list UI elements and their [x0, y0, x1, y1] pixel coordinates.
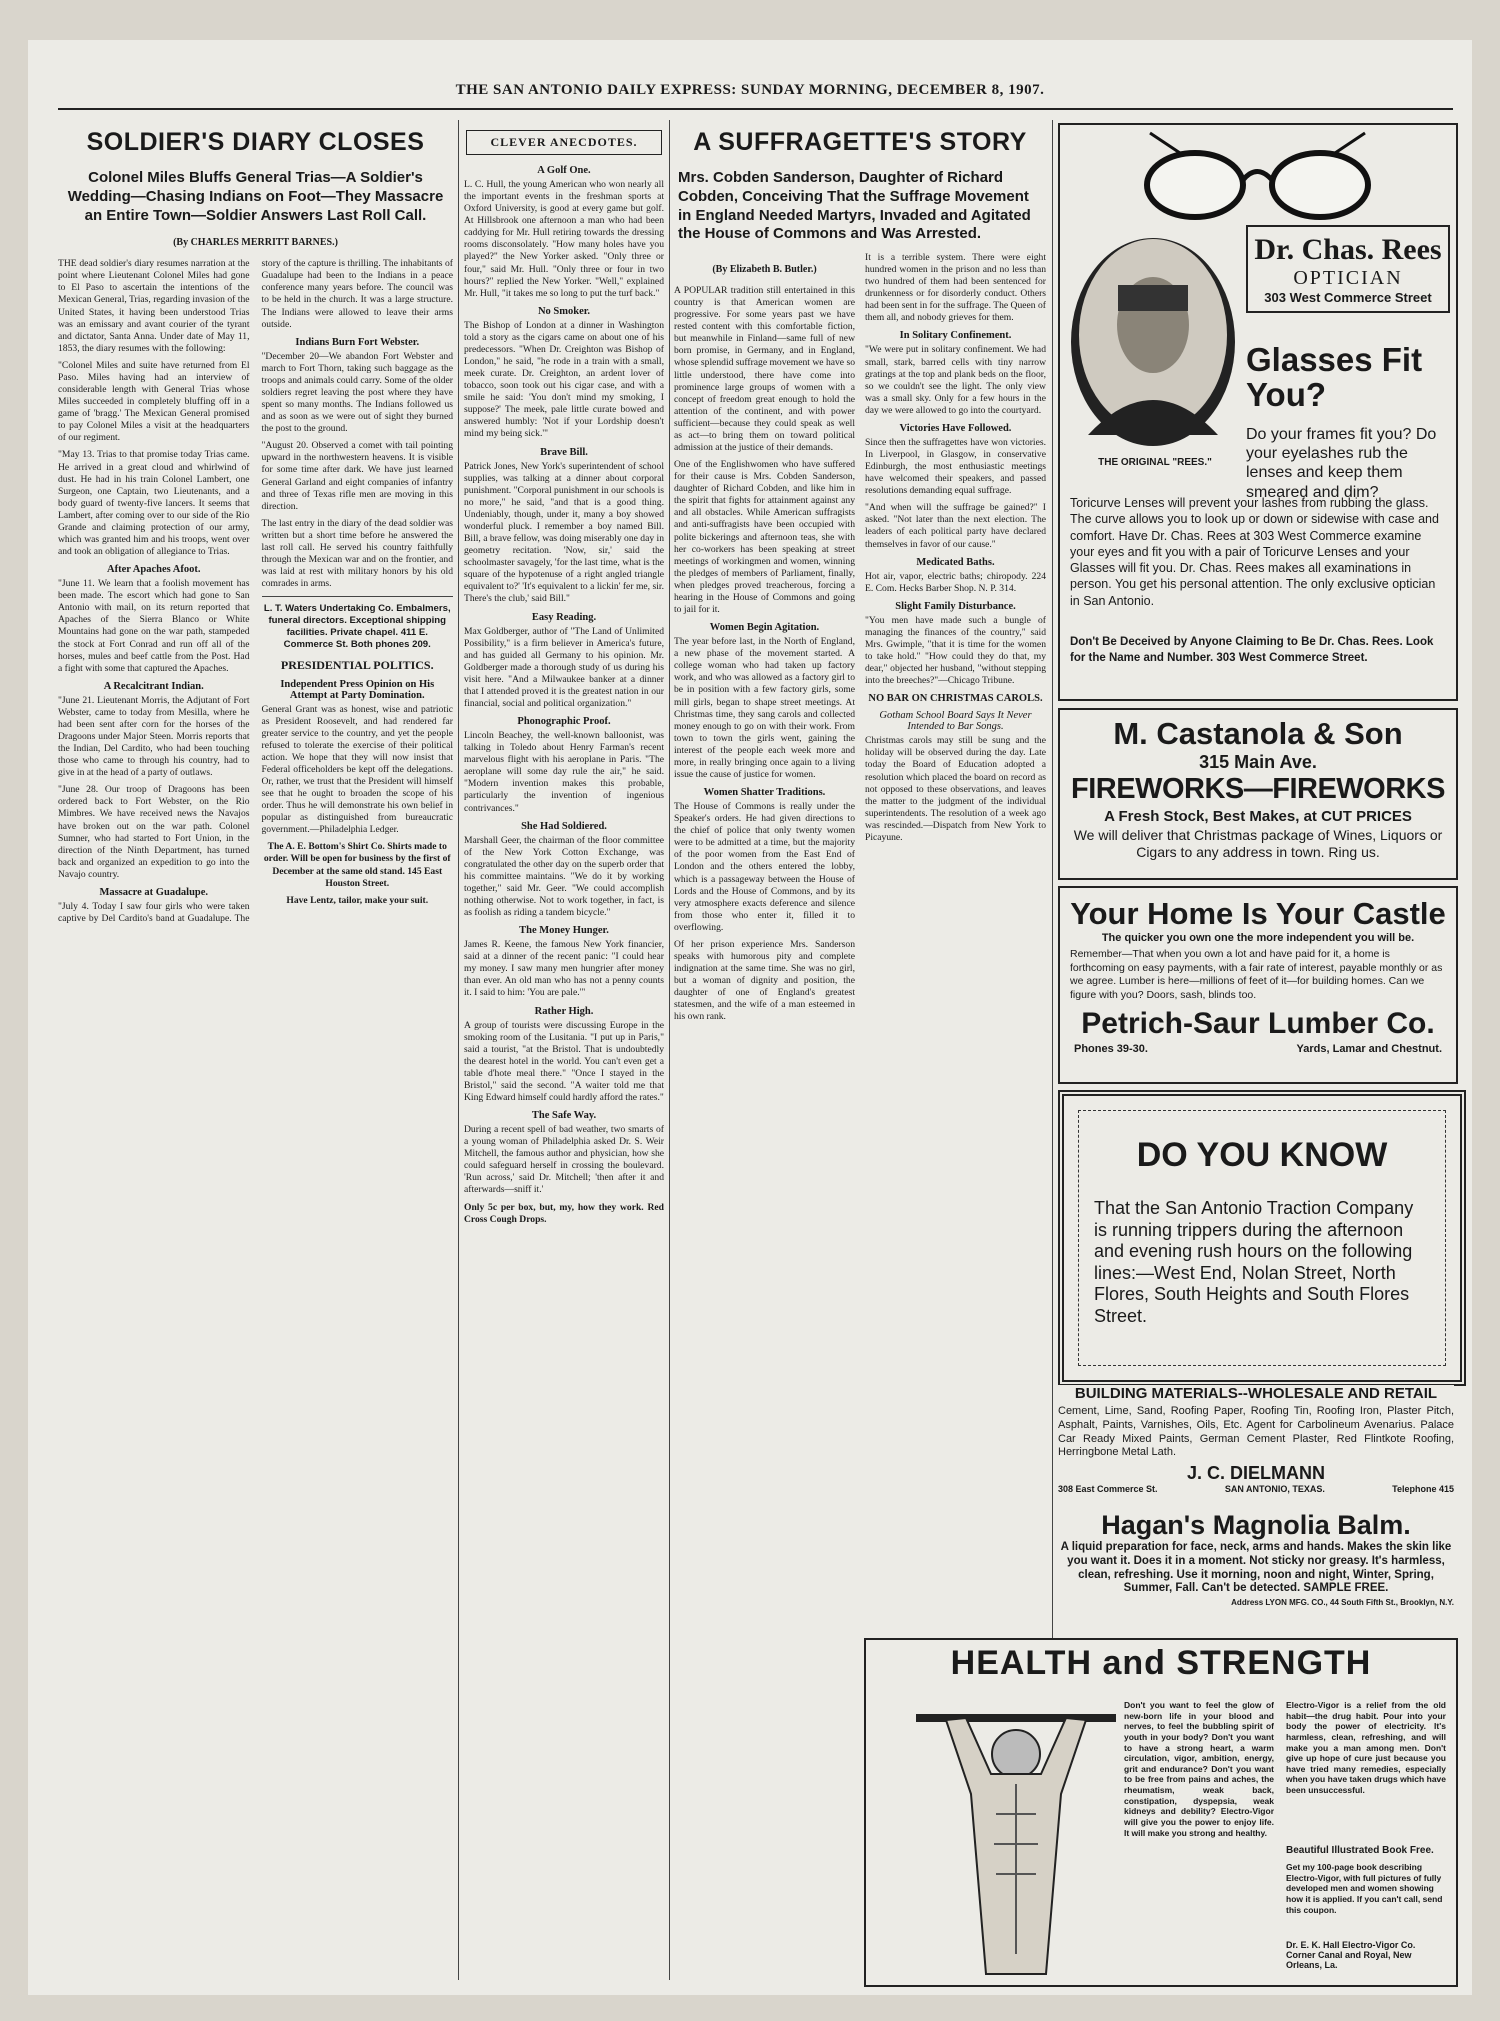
- anecdote-text: A group of tourists were discussing Europe in the smoking room of the Lusitania. "I put up in Paris," said a tourist, "at the Bristol. That is undoubtedly the dearest hotel in the world. You can't even get a table d'hote meal there." "Once I stayed in the Bristol," said the second. "A waiter told me that King Edward himself could hardly afford the rates.": [464, 1019, 664, 1103]
- shirt-ad: The A. E. Bottom's Shirt Co. Shirts made to order. Will be open for business by the first of December at the same old stand. 145 East Houston Street.: [263, 841, 451, 889]
- suffrage-headline: A SUFFRAGETTE'S STORY: [693, 128, 1027, 156]
- soldier-body: [58, 258, 453, 925]
- petrich-tagline: The quicker you own one the more independent you will be.: [1101, 932, 1415, 944]
- eyeglasses-icon: [1060, 125, 1456, 235]
- dielmann-body: Cement, Lime, Sand, Roofing Paper, Roofing Tin, Roofing Iron, Plaster Pitch, Asphalt, Paints, Varnishes, Oils, Etc. Agent for Carbolineum Avenarius. Palace Car Ready Mixed Paints, German Cement Plaster, Red Flintkote Roofing, Herringbone Metal Lath.: [1058, 1405, 1454, 1459]
- subhead: NO BAR ON CHRISTMAS CAROLS.: [868, 693, 1043, 705]
- politics-text: General Grant was as honest, wise and patriotic as President Roosevelt, and had rendered far greater service to the country, and yet the people refused to tolerate the exercise of their political action. We hope that they will now insist that Federal officeholders be kept off the delegations. Or, rather, we trust that the President will himself see that he ought to broaden the scope of his order. Thus he will demonstrate his own belief in popular as distinguished from bureaucratic government.—Philadelphia Ledger.: [261, 703, 453, 836]
- dielmann-ad: [1058, 1385, 1454, 1503]
- anecdote-text: Lincoln Beachey, the well-known balloonist, was talking in Toledo about Henry Farman's recent marvelous flight with his aeroplane in Paris. "The aeroplane will some day rule the air," he said. "Modern invention makes this probable, particularly the invention of ingenious contrivances.": [464, 730, 664, 814]
- tailor-ad: Have Lentz, tailor, make your suit.: [286, 894, 429, 906]
- paragraph: The House of Commons is really under the Speaker's orders. He had given directions to the chief of police that only twenty women were to be admitted at a time, but the majority of the poor women from the East End of London and the others entered the lobby, which is a passageway between the House of Lords and the House of Commons, and by its very atmosphere exacts deference and silence from those who enter it, filled it to overflowing.: [674, 801, 855, 933]
- column-rule: [669, 120, 670, 1980]
- hagan-address: Address LYON MFG. CO., 44 South Fifth St., Brooklyn, N.Y.: [1231, 1598, 1454, 1608]
- health-book-text: Get my 100-page book describing Electro-Vigor, with full pictures of fully developed men and women showing how it is applied. If you can't call, send this coupon.: [1286, 1862, 1443, 1915]
- soldier-article: [58, 120, 453, 1980]
- rees-warning: Don't Be Deceived by Anyone Claiming to Be Dr. Chas. Rees. Look for the Name and Number. 303 West Commerce Street.: [1070, 636, 1434, 664]
- paragraph: Of her prison experience Mrs. Sanderson speaks with humorous pity and complete indignation at the same time. She was no girl, but a woman of dignity and position, the daughter of one of England's greatest statesmen, and the wife of a man esteemed in his own rank.: [674, 938, 855, 1023]
- portrait-image: [1068, 235, 1238, 450]
- dielmann-phone: Telephone 415: [1392, 1484, 1454, 1494]
- petrich-yards: Yards, Lamar and Chestnut.: [1296, 1042, 1442, 1055]
- traction-ad: [1058, 1090, 1466, 1386]
- rees-headline: Glasses Fit You?: [1246, 341, 1423, 413]
- strongman-illustration: [916, 1694, 1116, 1984]
- dielmann-address: 308 East Commerce St.: [1058, 1484, 1158, 1494]
- paragraph: Hot air, vapor, electric baths; chiropody. 224 E. Com. Hecks Barber Shop. N. P. 314.: [865, 570, 1046, 594]
- paragraph: "And when will the suffrage be gained?" I asked. "Not later than the next election. The leaders of each political party have declared themselves in favor of our cause.": [865, 502, 1046, 550]
- paragraph: It is a terrible system. There were eight hundred women in the prison and no less than two hundred of them had been sentenced for drunkenness or for disorderly conduct. Others had been sent in for the suffrage. The Queen of them all, and nobody grieves for them.: [865, 252, 1046, 324]
- paragraph: "You men have made such a bungle of managing the finances of the country," said Mrs. Gwimple, "that it is time for the women to take hold." "How could they do that, my dear," objected her husband, "without stepping into the breeches?"—Chicago Tribune.: [865, 614, 1046, 687]
- masthead-rule: [58, 108, 1453, 110]
- anecdote-title: The Money Hunger.: [519, 925, 609, 937]
- rees-title: OPTICIAN: [1293, 267, 1403, 289]
- suffrage-deck: Mrs. Cobden Sanderson, Daughter of Richard Cobden, Conceiving That the Suffrage Movement in England Needed Martyrs, Invaded and Agitated the House of Commons and Was Arrested.: [678, 169, 1031, 243]
- paragraph: "June 21. Lieutenant Morris, the Adjutant of Fort Webster, came to today from Mesilla, where he had been sent after corn for the horses of the Dragoons under Major Steen. Morris reports that the Indian, Del Cardito, who had been touching those who came to through his country, had to give in at the head of a party of outlaws.: [58, 694, 250, 779]
- health-headline: HEALTH and STRENGTH: [950, 1644, 1372, 1682]
- subhead: After Apaches Afoot.: [107, 564, 201, 576]
- health-left-text: Don't you want to feel the glow of new-born life in your blood and nerves, to feel the bubbling spirit of youth in your body? Don't you want to have a strong heart, a warm circulation, vigor, ambition, energy, grit and endurance? Don't you want to be free from pains and aches, the rheumatism, weak back, constipation, dyspepsia, weak kidneys and debility? Electro-Vigor will give you the power to enjoy life. It will make you strong and healthy.: [1124, 1700, 1274, 1838]
- petrich-phones: Phones 39-30.: [1074, 1042, 1148, 1055]
- undertaking-ad: L. T. Waters Undertaking Co. Embalmers, funeral directors. Exceptional shipping facilities. Private chapel. 411 E. Commerce St. Both phones 209.: [263, 603, 451, 651]
- health-right-text: Electro-Vigor is a relief from the old habit—the drug habit. Pour into your body the power of electricity. It's harmless, clean, refreshing, and will make you a man among men. Don't give up hope of cure just because you have tried many remedies, especially when you have taken drugs which have been unsuccessful.: [1286, 1700, 1446, 1795]
- dielmann-headline: BUILDING MATERIALS--WHOLESALE AND RETAIL: [1074, 1385, 1438, 1402]
- castanola-fireworks-ad: [1058, 708, 1458, 880]
- suffrage-byline: (By Elizabeth B. Butler.): [712, 264, 817, 275]
- politics-deck: Independent Press Opinion on His Attempt at Party Domination.: [280, 678, 435, 701]
- subhead: Gotham School Board Says It Never Intended to Bar Songs.: [879, 710, 1032, 733]
- traction-body: That the San Antonio Traction Company is running trippers during the afternoon and evening rush hours on the following lines:—West End, Nolan Street, North Flores, South Heights and South Flores Street.: [1094, 1198, 1414, 1326]
- petrich-body: Remember—That when you own a lot and have paid for it, a home is forthcoming on easy payments, with a fair rate of interest, payable monthly or as we agree. Lumber is here—millions of feet of it—for building homes. Can we figure with you? Doors, sash, blinds too.: [1070, 948, 1443, 1001]
- cough-drops-ad: Only 5c per box, but, my, how they work. Red Cross Cough Drops.: [464, 1201, 664, 1225]
- castanola-body: We will deliver that Christmas package of Wines, Liquors or Cigars to any address in town. Ring us.: [1073, 827, 1443, 860]
- electro-vigor-ad: [864, 1638, 1458, 1987]
- paragraph: "June 11. We learn that a foolish movement has been made. The escort which had gone to San Antonio with mail, on its return reported that Apaches of the Sierra Blanco or White Mountains had gone on the war path, stampeded the stock at Fort Conrad and run off all of the horses, mules and beef cattle from the Post. Had a fight with some that captured the Apaches.: [58, 578, 250, 674]
- paragraph: "We were put in solitary confinement. We had small, stark, barred cells with tiny narrow gratings at the top and plank beds on the floor, so we couldn't see the light. The only view was a small sky. Only for a few hours in the day we were allowed to go into the courtyard.: [865, 344, 1046, 416]
- suffrage-right-col: [865, 252, 1046, 1028]
- anecdote-text: L. C. Hull, the young American who won nearly all the important events in the freshman sports at Oxford University, is good at every game but golf. At Hillsbrook one afternoon a man who had been caddying for Mr. Hull retiring towards the dressing rooms disconsolately. "How many holes have you played?" the New Yorker asked. "Only three or four," said Mr. Hull. "Only three or four in two hours?" replied the New Yorker. "Well," explained Mr. Hull, "it takes me so long to put the turf back.": [464, 179, 664, 299]
- anecdote-title: Brave Bill.: [540, 446, 588, 458]
- rees-name: Dr. Chas. Rees: [1254, 233, 1442, 266]
- soldier-deck: Colonel Miles Bluffs General Trias—A Soldier's Wedding—Chasing Indians on Foot—They Massacre an Entire Town—Soldier Answers Last Roll Call.: [67, 169, 444, 224]
- rees-address: 303 West Commerce Street: [1264, 290, 1432, 305]
- soldier-byline: (By CHARLES MERRITT BARNES.): [173, 237, 338, 249]
- subhead: Medicated Baths.: [916, 556, 995, 568]
- anecdote-title: No Smoker.: [537, 305, 591, 317]
- traction-headline: DO YOU KNOW: [1136, 1136, 1388, 1174]
- column-rule: [458, 120, 459, 1980]
- anecdote-title: Rather High.: [534, 1005, 594, 1017]
- anecdote-text: During a recent spell of bad weather, two smarts of a young woman of Philadelphia asked Dr. S. Weir Mitchell, the famous author and physician, how she could safeguard herself in crossing the boulevard. 'Run across,' said Dr. Mitchell; 'then after it and afterwards—sniff it.': [464, 1124, 664, 1196]
- clever-box-title: CLEVER ANECDOTES.: [466, 130, 662, 155]
- paragraph: A POPULAR tradition still entertained in this country is that American women are progressive. For some years past we have rested content with this comfortable fiction, but meanwhile in Finland—same full of new born promise, in Germany, and in England, whose splendid suffrage movement we have so little understood, there have come into prominence large groups of women with a concept of freedom great enough to hold the attention of the continent, and with power sufficient—because they could speak as well as act—to bring them on toward political admission at the justice of their demands.: [674, 285, 855, 454]
- dielmann-city: SAN ANTONIO, TEXAS.: [1224, 1484, 1325, 1494]
- subhead: Women Shatter Traditions.: [703, 787, 826, 799]
- subhead: In Solitary Confinement.: [899, 330, 1012, 342]
- paragraph: The year before last, in the North of England, a new phase of the movement started. A college woman who had taken up factory work, and who was allowed as a factory girl to be in position with a few factory girls, some mill girls, began to shape street meetings. At Christmas time, they sang carols and collected money enough to go on with their work. From town to town the girls went, gaining the interest of the people each week more and more, in really bringing once again to a living issue the cause of justice for women.: [674, 636, 855, 780]
- subhead: Massacre at Guadalupe.: [99, 886, 209, 898]
- anecdote-text: Marshall Geer, the chairman of the floor committee of the New York Cotton Exchange, was congratulated the other day on the superb order that his committee maintains. "We do it by working together," said Mr. Geer. "We could accomplish nothing otherwise. Not to work together, in fact, is as foolish as riding a tandem bicycle.": [464, 834, 664, 919]
- castanola-headline: FIREWORKS—FIREWORKS: [1071, 773, 1445, 805]
- anecdote-text: Max Goldberger, author of "The Land of Unlimited Possibility," is a firm believer in America's future, and has guided all Germany to his opinion. Mr. Goldberger made a thorough study of us during his visit here. "And a Milwaukee banker at a dinner that I attended proved it is the greatest nation in our financial, social and political organization.": [464, 625, 664, 709]
- anecdote-text: The Bishop of London at a dinner in Washington told a story as the cigars came on about one of his predecessors. "When Dr. Creighton was Bishop of London," he said, "he rode in a train with a small, meek curate. Dr. Creighton, an ardent lover of tobacco, soon took out his cigar case, and with a smile he said: 'You don't mind my smoking, I suppose?' The meek, pale little curate bowed and answered humbly: 'Not if your Lordship doesn't mind my being sick.'": [464, 319, 664, 440]
- anecdote-title: She Had Soldiered.: [521, 820, 607, 832]
- anecdote-title: Easy Reading.: [531, 611, 597, 623]
- paragraph: The last entry in the diary of the dead soldier was written but a short time before he answered the last roll call. He served his country faithfully through the Mexican war and on the frontier, and was laid at rest with military honors by his old comrades in arms.: [261, 517, 453, 590]
- anecdote-text: Patrick Jones, New York's superintendent of school supplies, was talking at a dinner about corporal punishment. "Corporal punishment in our schools is no more," he said, "and that is a good thing. Undeniably, though, under it, many a boy showed wonderful pluck. I remember a boy named Bill. Bill, a brave fellow, was doing miserably one day in geometry recitation. 'Now, sir,' said the schoolmaster savagely, 'for the last time, what is the square of the hypotenuse of a right angled triangle equivalent to?' 'It's equivalent to a lickin' fer me, sir. There's the club,' said Bill.": [464, 460, 664, 605]
- paragraph: "December 20—We abandon Fort Webster and march to Fort Thorn, taking such baggage as the troops and animals could carry. Some of the older soldiers regret leaving the post where they have spent so many months. The Indians followed us and as soon as we were out of sight they burned the post to the ground.: [261, 350, 453, 435]
- castanola-address: 315 Main Ave.: [1199, 752, 1317, 772]
- hagan-body: A liquid preparation for face, neck, arms and hands. Makes the skin like you want it. Does it in a moment. Not sticky nor greasy. It's harmless, clean, refreshing. Use it morning, noon and night, Winter, Spring, Summer, Fall. Can't be detected. SAMPLE FREE.: [1060, 1541, 1452, 1595]
- subhead: Women Begin Agitation.: [709, 622, 820, 634]
- castanola-stock: A Fresh Stock, Best Makes, at CUT PRICES: [1104, 808, 1412, 825]
- subhead: Indians Burn Fort Webster.: [295, 336, 420, 348]
- paragraph: "August 20. Observed a comet with tail pointing upward in the northwestern heavens. It is visible for some time after dark. We have just learned General Garland and eight companies of infantry and three of Texas rifle men are moving in this direction.: [261, 440, 453, 512]
- politics-headline: PRESIDENTIAL POLITICS.: [280, 657, 434, 672]
- paragraph: "July 4. Today I saw four girls who were taken captive by Del Cardito's band at Guadalupe. The story of the capture is thrilling. The inhabitants of Guadalupe had been to the Indians in a peace conference many years before. The council was to be held in the church. It was a large structure. The Indians were allowed to leave their arms outside.: [58, 258, 453, 924]
- petrich-headline: Your Home Is Your Castle: [1070, 896, 1446, 931]
- paragraph: "June 28. Our troop of Dragoons has been ordered back to Fort Webster, on the Rio Mimbres. We have received news the Navajos have broken out on the war path. Colonel Sumner, who had started to Fort Union, in the direction of the Ninth Department, has turned back and organized an expedition to go into the Navajo country.: [58, 784, 250, 880]
- rees-optician-ad: [1058, 123, 1458, 701]
- paragraph: Since then the suffragettes have won victories. In Liverpool, in Glasgow, in conservative Edinburgh, the most enthusiastic meetings have welcomed their speakers, and passed resolutions demanding equal suffrage.: [865, 436, 1046, 497]
- suffrage-left-col: [674, 252, 855, 1028]
- newspaper-page: [28, 40, 1472, 1995]
- masthead: THE SAN ANTONIO DAILY EXPRESS: SUNDAY MORNING, DECEMBER 8, 1907.: [455, 82, 1045, 98]
- subhead: A Recalcitrant Indian.: [103, 680, 204, 692]
- rees-caption: THE ORIGINAL "REES.": [1098, 457, 1212, 468]
- castanola-name: M. Castanola & Son: [1113, 716, 1403, 751]
- dielmann-name: J. C. DIELMANN: [1186, 1463, 1325, 1483]
- clever-anecdotes: [464, 120, 664, 1980]
- paragraph: One of the Englishwomen who have suffered for their cause is Mrs. Cobden Sanderson, daughter of Richard Cobden, and like him in the spirit that fights for attainment against any and all obstacles. While American suffragists and anti-suffragists have been occupied with polite bickerings and afternoon teas, she with her co-workers has been speaking at street meetings of workingmen and women, winning the pledges of members of Parliament, finally, when pledges proved treacherous, forcing a hearing in the House of Commons and going to jail for it.: [674, 459, 855, 616]
- petrich-lumber-ad: [1058, 886, 1458, 1084]
- subhead: Slight Family Disturbance.: [895, 600, 1016, 612]
- health-book-title: Beautiful Illustrated Book Free.: [1286, 1845, 1434, 1856]
- petrich-name: Petrich-Saur Lumber Co.: [1081, 1006, 1435, 1040]
- hagan-headline: Hagan's Magnolia Balm.: [1101, 1510, 1411, 1540]
- paragraph: "May 13. Trias to that promise today Trias came. He arrived in a great cloud and whirlwind of dust. He had in his train Colonel Lambert, one Surgeon, one Captain, two Lieutenants, and a body guard of twenty-five lancers. It seems that Lambert, after coming over to our side of the Rio Grande and claiming protection of our army, which was granted him and his troops, went over and took an obligation of allegiance to Trias.: [58, 449, 250, 558]
- health-address: Dr. E. K. Hall Electro-Vigor Co. Corner Canal and Royal, New Orleans, La.: [1286, 1940, 1416, 1970]
- hagan-balm-ad: [1058, 1510, 1454, 1630]
- paragraph: "Colonel Miles and suite have returned from El Paso. Miles having had an interview of considerable length with General Trias whose Miles succeeded in completely bluffing off in a game of 'bragg.' The Mexican General promised to pay Colonel Miles a visit at the headquarters of our regiment.: [58, 359, 250, 444]
- soldier-headline: SOLDIER'S DIARY CLOSES: [86, 128, 425, 156]
- rees-question: Do your frames fit you? Do your eyelashes rub the lenses and keep them smeared and dim?: [1246, 426, 1437, 501]
- anecdote-title: A Golf One.: [537, 165, 591, 176]
- paragraph: THE dead soldier's diary resumes narration at the point where Lieutenant Colonel Miles had gone to El Paso to ascertain the intentions of the Mexican General, Trias, regarding invasion of the United States, it having been understood Trias was an emissary and avant courier of the tyrant and dictator, Santa Anna. Under date of May 11, 1853, the diary resumes with the following:: [58, 258, 250, 354]
- anecdote-title: The Safe Way.: [531, 1110, 597, 1122]
- anecdote-text: James R. Keene, the famous New York financier, said at a dinner of the recent panic: "I could hear my money. I saw many men hungrier after money than ever. An old man who has not a penny counts it. I said to him: 'You are pale.'": [464, 939, 664, 999]
- rees-body: Toricurve Lenses will prevent your lashes from rubbing the glass. The curve allows you to look up or down or sidewise with case and comfort. Have Dr. Chas. Rees at 303 West Commerce examine your eyes and fit you with a pair of Toricurve Lenses and your Glasses will fit you. Dr. Chas. Rees makes all examinations in person. You get his personal attention. The only exclusive optician in San Antonio.: [1070, 496, 1439, 608]
- rees-name-box: [1246, 225, 1450, 313]
- anecdote-title: Phonographic Proof.: [517, 716, 611, 728]
- paragraph: Christmas carols may still be sung and the holiday will be observed during the day. Late today the Board of Education adopted a resolution which placed the board on record as not opposed to these observations, and leaves the matter to the judgment of the individual superintendents. The resolution of a week ago was rescinded.—Dispatch from New York to Picayune.: [865, 735, 1046, 843]
- subhead: Victories Have Followed.: [899, 422, 1012, 434]
